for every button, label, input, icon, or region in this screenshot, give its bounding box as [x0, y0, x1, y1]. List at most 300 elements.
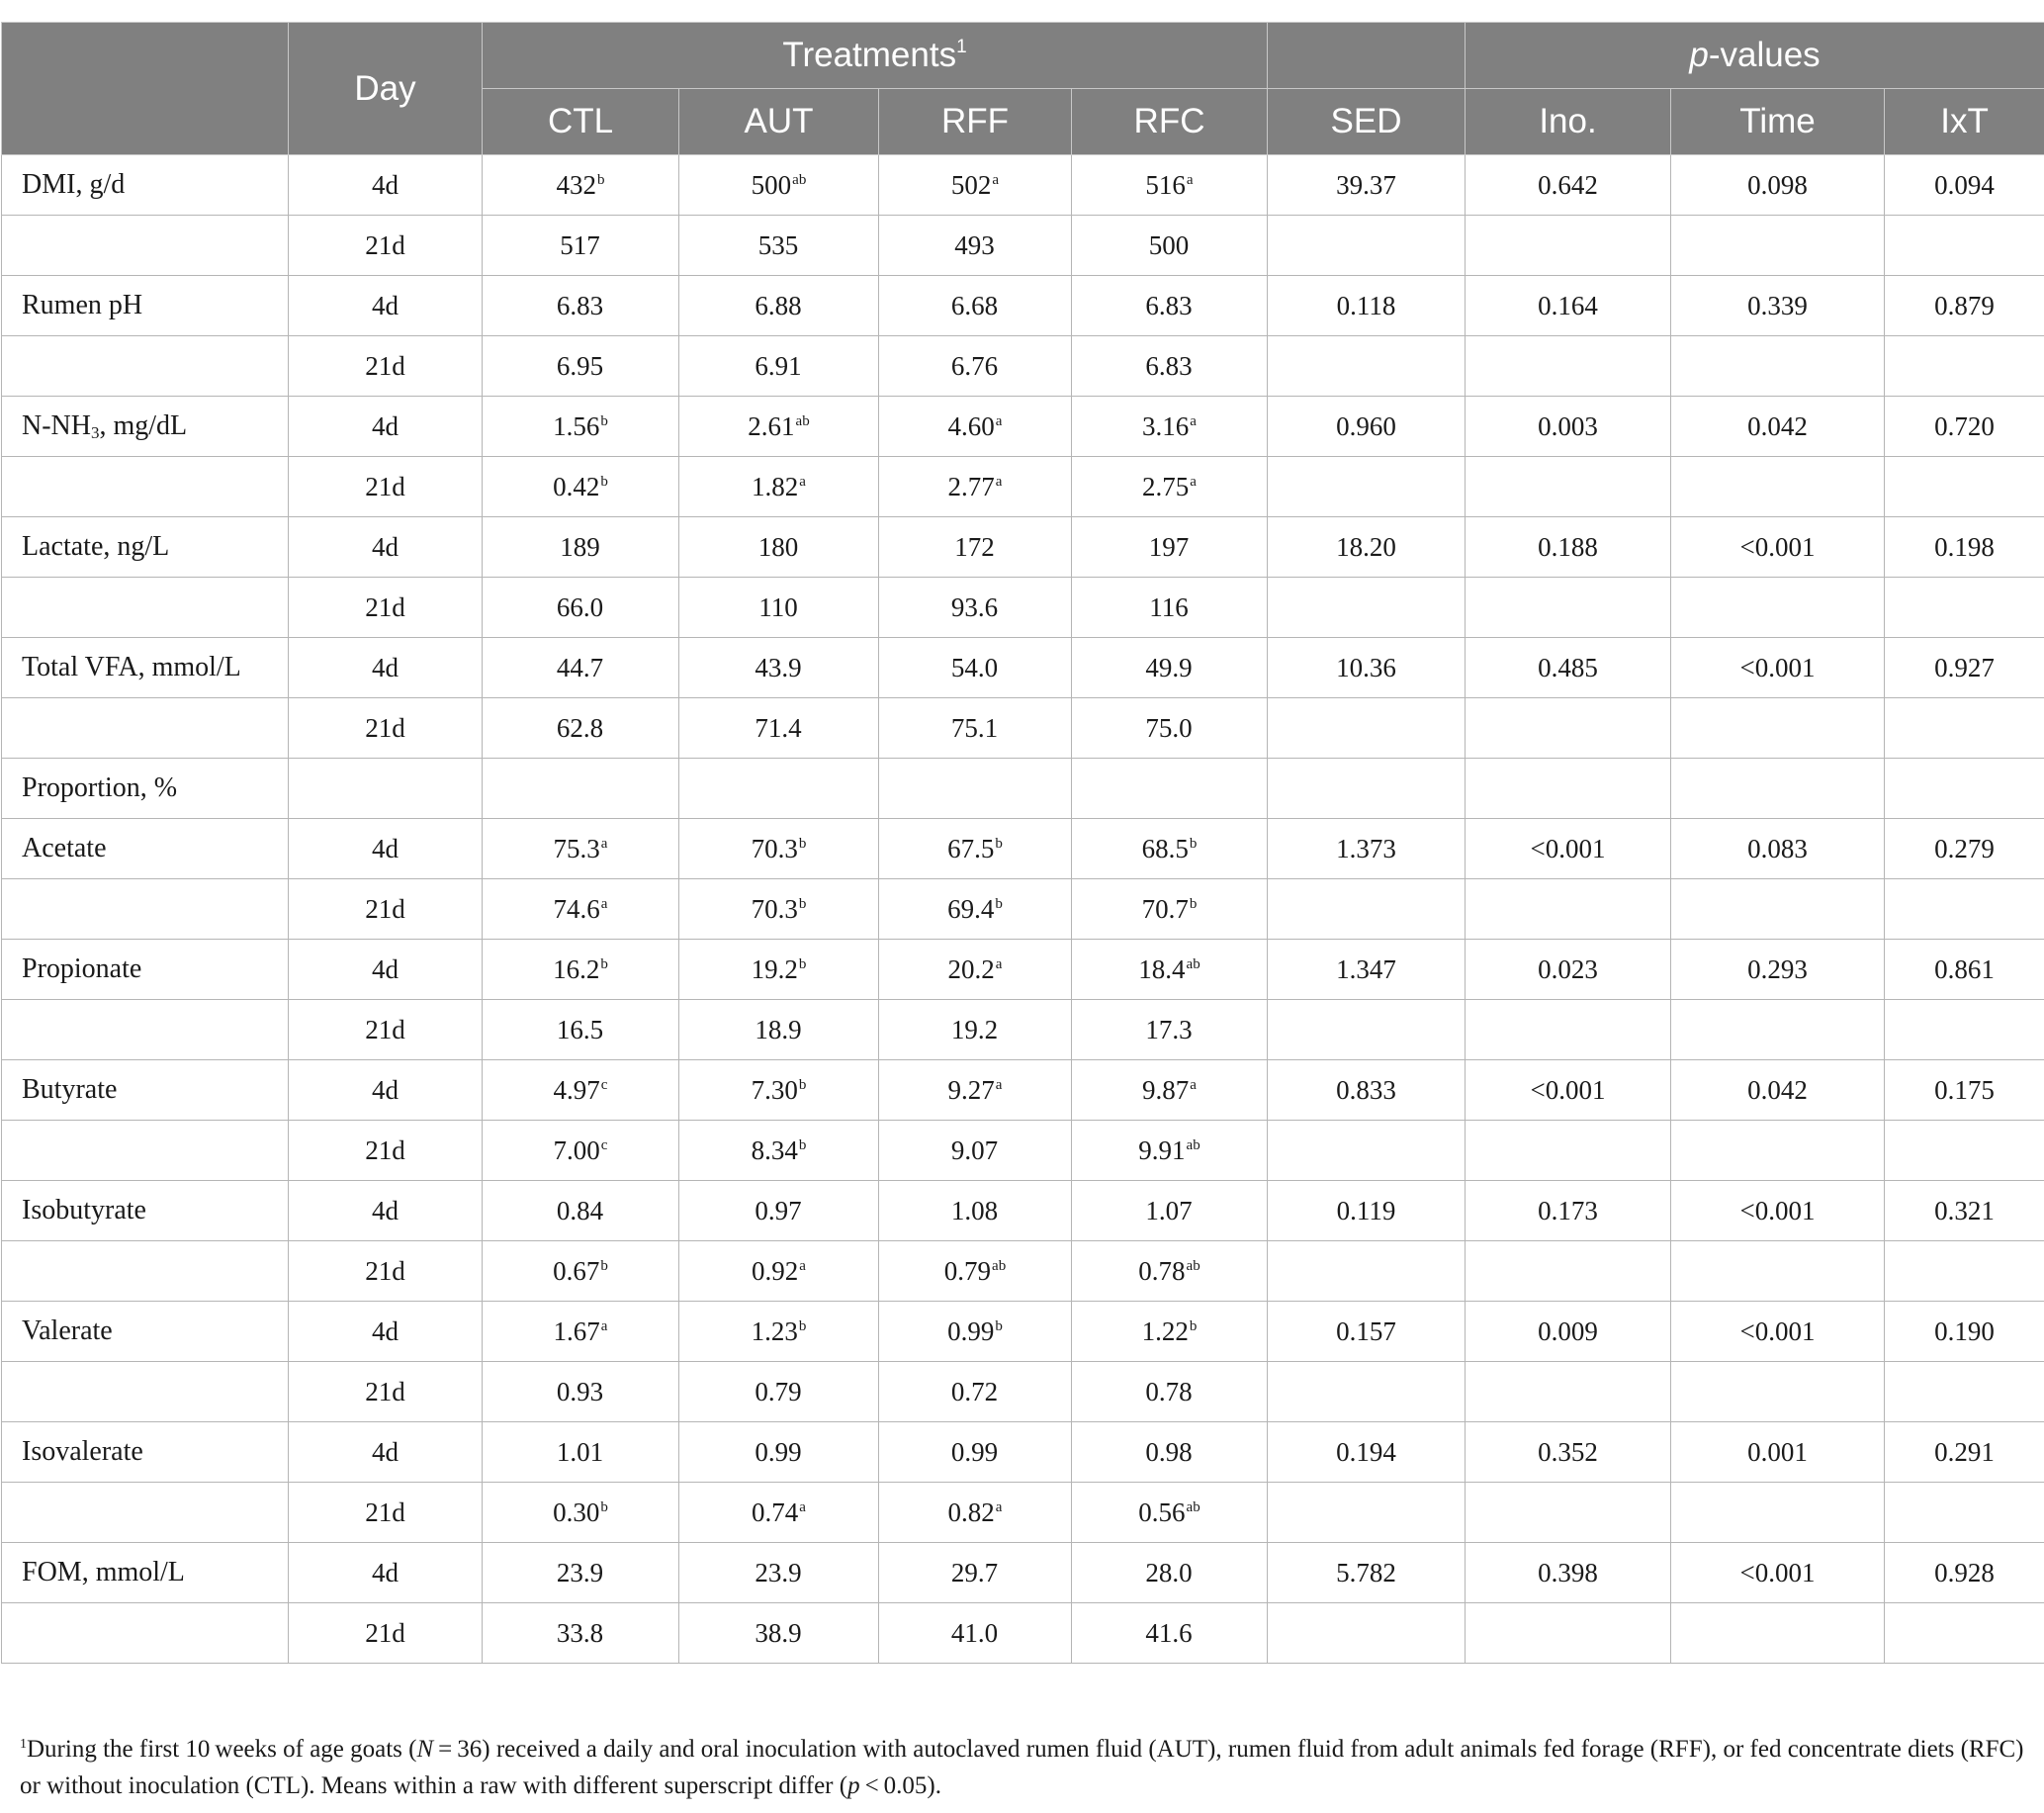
day-cell: 4d [289, 1181, 483, 1241]
ino-cell: 0.009 [1466, 1302, 1671, 1362]
time-cell [1671, 457, 1885, 517]
header-col-time: Time [1671, 89, 1885, 155]
sed-cell [1268, 879, 1466, 940]
superscript-letter: a [995, 1076, 1003, 1093]
table-row [2, 1543, 2044, 1603]
sed-cell [1268, 457, 1466, 517]
time-cell [1671, 578, 1885, 638]
day-cell: 21d [289, 578, 483, 638]
superscript-letter: b [600, 1257, 608, 1274]
table-row [2, 1302, 2044, 1362]
superscript-letter: a [1190, 473, 1197, 490]
value-cell-rff: 0.99 [879, 1422, 1072, 1483]
sed-cell [1268, 1000, 1466, 1060]
table-row [2, 819, 2044, 879]
table-row [2, 397, 2044, 457]
ino-cell [1466, 216, 1671, 276]
row-label [2, 879, 289, 940]
ino-cell [1466, 1603, 1671, 1664]
ino-cell [1466, 336, 1671, 397]
day-cell: 4d [289, 1543, 483, 1603]
ixt-cell: 0.094 [1885, 155, 2044, 216]
superscript-letter: a [600, 895, 608, 912]
value-cell-rfc: 75.0 [1072, 698, 1268, 759]
ixt-cell: 0.198 [1885, 517, 2044, 578]
sed-cell: 18.20 [1268, 517, 1466, 578]
ixt-cell: 0.928 [1885, 1543, 2044, 1603]
value-cell-ctl: 0.84 [483, 1181, 679, 1241]
day-cell: 21d [289, 1483, 483, 1543]
day-cell: 4d [289, 517, 483, 578]
superscript-letter: a [799, 473, 806, 490]
table-row [2, 517, 2044, 578]
sed-cell: 39.37 [1268, 155, 1466, 216]
value-cell-aut: 43.9 [679, 638, 879, 698]
value-cell-rff: 502$^a$ [879, 155, 1072, 216]
value-cell-aut: 6.88 [679, 276, 879, 336]
row-label: Valerate [2, 1302, 289, 1362]
ino-cell: 0.485 [1466, 638, 1671, 698]
ixt-cell: 0.190 [1885, 1302, 2044, 1362]
table-row [2, 1422, 2044, 1483]
ixt-cell: 0.279 [1885, 819, 2044, 879]
value-cell-ctl: 23.9 [483, 1543, 679, 1603]
ino-cell [1466, 1241, 1671, 1302]
value-cell-rfc: 0.56$^{ab}$ [1072, 1483, 1268, 1543]
table-row [2, 1060, 2044, 1121]
superscript-letter: a [995, 1498, 1003, 1515]
superscript-letter: ab [992, 1257, 1007, 1274]
value-cell-ctl: 432$^b$ [483, 155, 679, 216]
table-row [2, 276, 2044, 336]
table-row [2, 1181, 2044, 1241]
day-cell: 4d [289, 940, 483, 1000]
header-day: Day [289, 23, 483, 155]
row-label: Isobutyrate [2, 1181, 289, 1241]
value-cell-ctl: 33.8 [483, 1603, 679, 1664]
value-cell-ctl [483, 759, 679, 819]
value-cell-rff: 67.5$^b$ [879, 819, 1072, 879]
ixt-cell: 0.927 [1885, 638, 2044, 698]
superscript-letter: c [600, 1136, 608, 1153]
value-cell-aut: 38.9 [679, 1603, 879, 1664]
value-cell-rfc: 41.6 [1072, 1603, 1268, 1664]
header-col-rfc: RFC [1072, 89, 1268, 155]
ixt-cell [1885, 457, 2044, 517]
ino-cell [1466, 1000, 1671, 1060]
value-cell-ctl: 16.2$^b$ [483, 940, 679, 1000]
value-cell-ctl: 75.3$^a$ [483, 819, 679, 879]
value-cell-aut: 6.91 [679, 336, 879, 397]
row-label: Proportion, % [2, 759, 289, 819]
row-label: DMI, g/d [2, 155, 289, 216]
header-col-ixt: IxT [1885, 89, 2044, 155]
row-label: Acetate [2, 819, 289, 879]
sed-cell [1268, 336, 1466, 397]
ino-cell [1466, 1483, 1671, 1543]
ino-cell [1466, 1121, 1671, 1181]
ixt-cell [1885, 336, 2044, 397]
row-label: Butyrate [2, 1060, 289, 1121]
time-cell: <0.001 [1671, 638, 1885, 698]
ixt-cell: 0.321 [1885, 1181, 2044, 1241]
ino-cell [1466, 879, 1671, 940]
value-cell-rfc: 0.78 [1072, 1362, 1268, 1422]
table-row [2, 1121, 2044, 1181]
value-cell-aut: 110 [679, 578, 879, 638]
superscript-letter: b [1189, 1317, 1198, 1334]
row-label: Isovalerate [2, 1422, 289, 1483]
ixt-cell [1885, 759, 2044, 819]
value-cell-rff: 2.77$^a$ [879, 457, 1072, 517]
sed-cell: 0.194 [1268, 1422, 1466, 1483]
sed-cell: 0.960 [1268, 397, 1466, 457]
value-cell-aut: 18.9 [679, 1000, 879, 1060]
ino-cell [1466, 759, 1671, 819]
header-sed-spacer [1268, 23, 1466, 89]
superscript-letter: b [1189, 895, 1198, 912]
value-cell-rff: 69.4$^b$ [879, 879, 1072, 940]
table-row [2, 155, 2044, 216]
superscript-letter: b [995, 895, 1003, 912]
day-cell: 4d [289, 1422, 483, 1483]
superscript-letter: ab [792, 171, 807, 188]
value-cell-ctl: 6.95 [483, 336, 679, 397]
table-row [2, 216, 2044, 276]
value-cell-ctl: 6.83 [483, 276, 679, 336]
ino-cell: 0.398 [1466, 1543, 1671, 1603]
superscript-letter: a [600, 1317, 608, 1334]
value-cell-rff: 41.0 [879, 1603, 1072, 1664]
value-cell-ctl: 4.97$^c$ [483, 1060, 679, 1121]
sed-cell [1268, 759, 1466, 819]
time-cell: <0.001 [1671, 517, 1885, 578]
value-cell-rfc: 1.07 [1072, 1181, 1268, 1241]
value-cell-aut: 7.30$^b$ [679, 1060, 879, 1121]
value-cell-ctl: 517 [483, 216, 679, 276]
time-cell: 0.001 [1671, 1422, 1885, 1483]
superscript-letter: b [798, 835, 807, 852]
value-cell-rfc: 28.0 [1072, 1543, 1268, 1603]
time-cell [1671, 1241, 1885, 1302]
row-label: FOM, mmol/L [2, 1543, 289, 1603]
superscript-letter: a [1190, 1076, 1197, 1093]
time-cell: 0.339 [1671, 276, 1885, 336]
time-cell: <0.001 [1671, 1302, 1885, 1362]
superscript-letter: ab [1186, 955, 1200, 972]
table-body [2, 155, 2044, 1664]
time-cell: 0.098 [1671, 155, 1885, 216]
ino-cell: <0.001 [1466, 1060, 1671, 1121]
value-cell-rff: 0.99$^b$ [879, 1302, 1072, 1362]
value-cell-aut: 0.92$^a$ [679, 1241, 879, 1302]
day-cell: 4d [289, 397, 483, 457]
value-cell-rff: 9.07 [879, 1121, 1072, 1181]
sed-cell [1268, 1121, 1466, 1181]
row-label [2, 336, 289, 397]
day-cell: 4d [289, 819, 483, 879]
value-cell-aut: 1.23$^b$ [679, 1302, 879, 1362]
superscript-letter: b [600, 1498, 608, 1515]
ino-cell: 0.023 [1466, 940, 1671, 1000]
day-cell: 21d [289, 216, 483, 276]
value-cell-rfc: 1.22$^b$ [1072, 1302, 1268, 1362]
day-cell: 21d [289, 698, 483, 759]
value-cell-aut: 0.79 [679, 1362, 879, 1422]
table-row [2, 1241, 2044, 1302]
ino-cell [1466, 457, 1671, 517]
header-col-aut: AUT [679, 89, 879, 155]
ino-cell [1466, 578, 1671, 638]
value-cell-ctl: 189 [483, 517, 679, 578]
footnote-marker: 1 [20, 1737, 27, 1752]
sed-cell [1268, 698, 1466, 759]
ino-cell: 0.164 [1466, 276, 1671, 336]
sed-cell: 1.373 [1268, 819, 1466, 879]
value-cell-rff: 493 [879, 216, 1072, 276]
ixt-cell [1885, 879, 2044, 940]
row-label [2, 698, 289, 759]
superscript-letter: ab [1186, 1257, 1200, 1274]
value-cell-rfc: 0.98 [1072, 1422, 1268, 1483]
ixt-cell: 0.861 [1885, 940, 2044, 1000]
table-row [2, 1483, 2044, 1543]
time-cell [1671, 1362, 1885, 1422]
day-cell: 21d [289, 1603, 483, 1664]
table-row [2, 457, 2044, 517]
row-label [2, 1483, 289, 1543]
ixt-cell [1885, 1603, 2044, 1664]
time-cell: 0.083 [1671, 819, 1885, 879]
ixt-cell [1885, 1000, 2044, 1060]
value-cell-aut: 71.4 [679, 698, 879, 759]
value-cell-aut: 70.3$^b$ [679, 879, 879, 940]
value-cell-rff: 172 [879, 517, 1072, 578]
value-cell-rff: 54.0 [879, 638, 1072, 698]
value-cell-ctl: 1.67$^a$ [483, 1302, 679, 1362]
value-cell-rfc: 3.16$^a$ [1072, 397, 1268, 457]
value-cell-rff: 9.27$^a$ [879, 1060, 1072, 1121]
value-cell-rff: 75.1 [879, 698, 1072, 759]
value-cell-rfc: 68.5$^b$ [1072, 819, 1268, 879]
value-cell-ctl: 7.00$^c$ [483, 1121, 679, 1181]
table-row [2, 578, 2044, 638]
table-row [2, 879, 2044, 940]
time-cell: 0.042 [1671, 397, 1885, 457]
value-cell-aut: 0.97 [679, 1181, 879, 1241]
value-cell-ctl: 0.67$^b$ [483, 1241, 679, 1302]
superscript-letter: a [995, 473, 1003, 490]
header-blank-cell [2, 23, 289, 155]
value-cell-ctl: 74.6$^a$ [483, 879, 679, 940]
value-cell-rfc: 516$^a$ [1072, 155, 1268, 216]
value-cell-ctl: 0.93 [483, 1362, 679, 1422]
row-label: $N-NH_3$, mg/dL [2, 397, 289, 457]
value-cell-rfc: 197 [1072, 517, 1268, 578]
value-cell-ctl: 0.42$^b$ [483, 457, 679, 517]
value-cell-rff: 29.7 [879, 1543, 1072, 1603]
value-cell-ctl: 66.0 [483, 578, 679, 638]
time-cell [1671, 698, 1885, 759]
table-row [2, 1362, 2044, 1422]
table-row [2, 638, 2044, 698]
time-cell [1671, 1483, 1885, 1543]
superscript-letter: a [1190, 412, 1197, 429]
value-cell-aut: $500^{ab}$ [679, 155, 879, 216]
table-row [2, 1603, 2044, 1664]
day-cell: 21d [289, 1000, 483, 1060]
row-label [2, 1603, 289, 1664]
time-cell: 0.042 [1671, 1060, 1885, 1121]
sed-cell: 0.157 [1268, 1302, 1466, 1362]
superscript-letter: b [798, 1136, 807, 1153]
value-cell-aut: 70.3$^b$ [679, 819, 879, 879]
day-cell: 4d [289, 155, 483, 216]
sed-cell [1268, 1603, 1466, 1664]
superscript-letter: b [600, 955, 608, 972]
table-row [2, 759, 2044, 819]
value-cell-ctl: 1.56$^b$ [483, 397, 679, 457]
value-cell-rfc: 116 [1072, 578, 1268, 638]
ixt-cell [1885, 1483, 2044, 1543]
superscript-letter: ab [795, 412, 810, 429]
value-cell-rfc: 0.78$^{ab}$ [1072, 1241, 1268, 1302]
row-label [2, 578, 289, 638]
row-label: Propionate [2, 940, 289, 1000]
ino-cell: 0.352 [1466, 1422, 1671, 1483]
row-label [2, 457, 289, 517]
value-cell-ctl: 0.30$^b$ [483, 1483, 679, 1543]
day-cell: 4d [289, 1060, 483, 1121]
time-cell: <0.001 [1671, 1543, 1885, 1603]
value-cell-rff [879, 759, 1072, 819]
time-cell [1671, 1603, 1885, 1664]
value-cell-rfc: 17.3 [1072, 1000, 1268, 1060]
row-label [2, 1241, 289, 1302]
ixt-cell [1885, 698, 2044, 759]
day-cell: 4d [289, 638, 483, 698]
value-cell-rff: 6.68 [879, 276, 1072, 336]
day-cell: 4d [289, 276, 483, 336]
table-header [2, 23, 2044, 155]
value-cell-aut: 2.61$^{ab}$ [679, 397, 879, 457]
results-table [1, 22, 2044, 1664]
sed-cell: 0.118 [1268, 276, 1466, 336]
value-cell-rfc: 6.83 [1072, 336, 1268, 397]
time-cell [1671, 879, 1885, 940]
superscript-letter: b [995, 1317, 1003, 1334]
superscript-letter: b [597, 171, 605, 188]
time-cell [1671, 216, 1885, 276]
value-cell-rff: 4.60$^a$ [879, 397, 1072, 457]
superscript-letter: a [995, 412, 1003, 429]
time-cell [1671, 1121, 1885, 1181]
sed-cell [1268, 216, 1466, 276]
value-cell-rff: 0.82$^a$ [879, 1483, 1072, 1543]
day-cell: 21d [289, 1241, 483, 1302]
superscript-letter: a [600, 835, 608, 852]
value-cell-aut: 535 [679, 216, 879, 276]
time-cell [1671, 1000, 1885, 1060]
day-cell [289, 759, 483, 819]
ixt-cell [1885, 216, 2044, 276]
value-cell-rfc: 9.91$^{ab}$ [1072, 1121, 1268, 1181]
value-cell-rff: 93.6 [879, 578, 1072, 638]
superscript-letter: b [600, 473, 608, 490]
superscript-letter: a [992, 171, 1000, 188]
ixt-cell: 0.291 [1885, 1422, 2044, 1483]
value-cell-aut: 19.2$^b$ [679, 940, 879, 1000]
day-cell: 21d [289, 1121, 483, 1181]
superscript-letter: a [799, 1257, 806, 1274]
superscript-letter: c [600, 1076, 608, 1093]
ixt-cell [1885, 1362, 2044, 1422]
value-cell-aut: 180 [679, 517, 879, 578]
ixt-cell: 0.720 [1885, 397, 2044, 457]
header-col-ino: Ino. [1466, 89, 1671, 155]
value-cell-rfc: 49.9 [1072, 638, 1268, 698]
row-label: Rumen pH [2, 276, 289, 336]
row-label: Total VFA, mmol/L [2, 638, 289, 698]
sed-cell: 1.347 [1268, 940, 1466, 1000]
value-cell-aut: 23.9 [679, 1543, 879, 1603]
value-cell-aut: 1.82$^a$ [679, 457, 879, 517]
value-cell-rff: 0.72 [879, 1362, 1072, 1422]
ino-cell [1466, 698, 1671, 759]
time-cell [1671, 759, 1885, 819]
value-cell-rfc: 70.7$^b$ [1072, 879, 1268, 940]
header-p-values: p-values [1466, 23, 2044, 89]
row-label [2, 1121, 289, 1181]
row-label: Lactate, ng/L [2, 517, 289, 578]
value-cell-ctl: 16.5 [483, 1000, 679, 1060]
ino-cell: 0.188 [1466, 517, 1671, 578]
ino-cell: <0.001 [1466, 819, 1671, 879]
header-treatments: Treatments$^1$ [483, 23, 1268, 89]
value-cell-ctl: 44.7 [483, 638, 679, 698]
value-cell-aut: 8.34$^b$ [679, 1121, 879, 1181]
value-cell-aut: 0.99 [679, 1422, 879, 1483]
value-cell-aut: 0.74$^a$ [679, 1483, 879, 1543]
superscript-letter: ab [1186, 1498, 1200, 1515]
value-cell-rff: 20.2$^a$ [879, 940, 1072, 1000]
ino-cell: 0.003 [1466, 397, 1671, 457]
value-cell-rfc: 18.4$^{ab}$ [1072, 940, 1268, 1000]
sed-cell [1268, 1241, 1466, 1302]
superscript-letter: b [798, 1076, 807, 1093]
value-cell-rfc [1072, 759, 1268, 819]
table-row [2, 1000, 2044, 1060]
value-cell-ctl: 62.8 [483, 698, 679, 759]
table-row [2, 336, 2044, 397]
day-cell: 21d [289, 879, 483, 940]
sed-cell [1268, 1483, 1466, 1543]
table-row [2, 698, 2044, 759]
superscript-letter: b [1189, 835, 1198, 852]
row-label [2, 216, 289, 276]
sed-cell: 0.119 [1268, 1181, 1466, 1241]
sed-cell: 10.36 [1268, 638, 1466, 698]
ixt-cell [1885, 578, 2044, 638]
superscript-letter: a [799, 1498, 806, 1515]
superscript-letter: b [798, 895, 807, 912]
header-col-rff: RFF [879, 89, 1072, 155]
table-row [2, 940, 2044, 1000]
value-cell-rfc: 500 [1072, 216, 1268, 276]
sed-cell [1268, 578, 1466, 638]
value-cell-rff: 0.79$^{ab}$ [879, 1241, 1072, 1302]
superscript-letter: b [995, 835, 1003, 852]
